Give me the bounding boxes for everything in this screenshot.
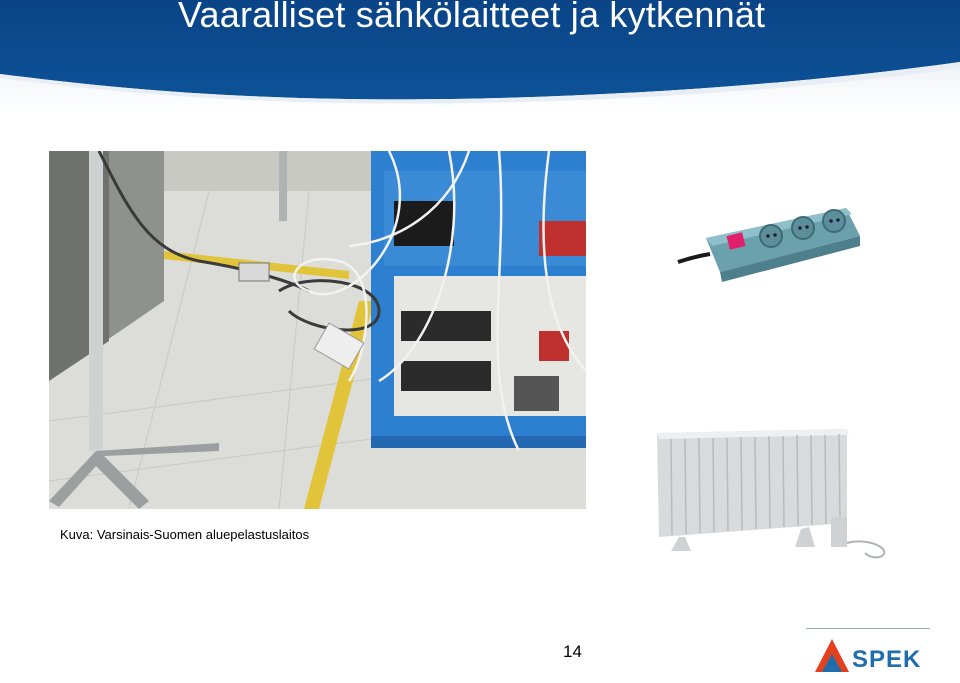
power-strip-photo	[676, 150, 868, 287]
logo-text: SPEK	[852, 646, 922, 673]
radiator-photo	[651, 427, 891, 567]
slide-title: Vaaralliset sähkölaitteet ja kytkennät	[178, 0, 766, 35]
logo-divider	[806, 628, 930, 629]
workshop-photo	[49, 151, 586, 509]
spek-logo-icon	[812, 636, 852, 676]
photo-caption: Kuva: Varsinais-Suomen aluepelastuslaitos	[60, 527, 310, 542]
slide-header	[0, 0, 960, 110]
spek-logo	[806, 628, 930, 678]
page-number: 14	[563, 642, 582, 661]
